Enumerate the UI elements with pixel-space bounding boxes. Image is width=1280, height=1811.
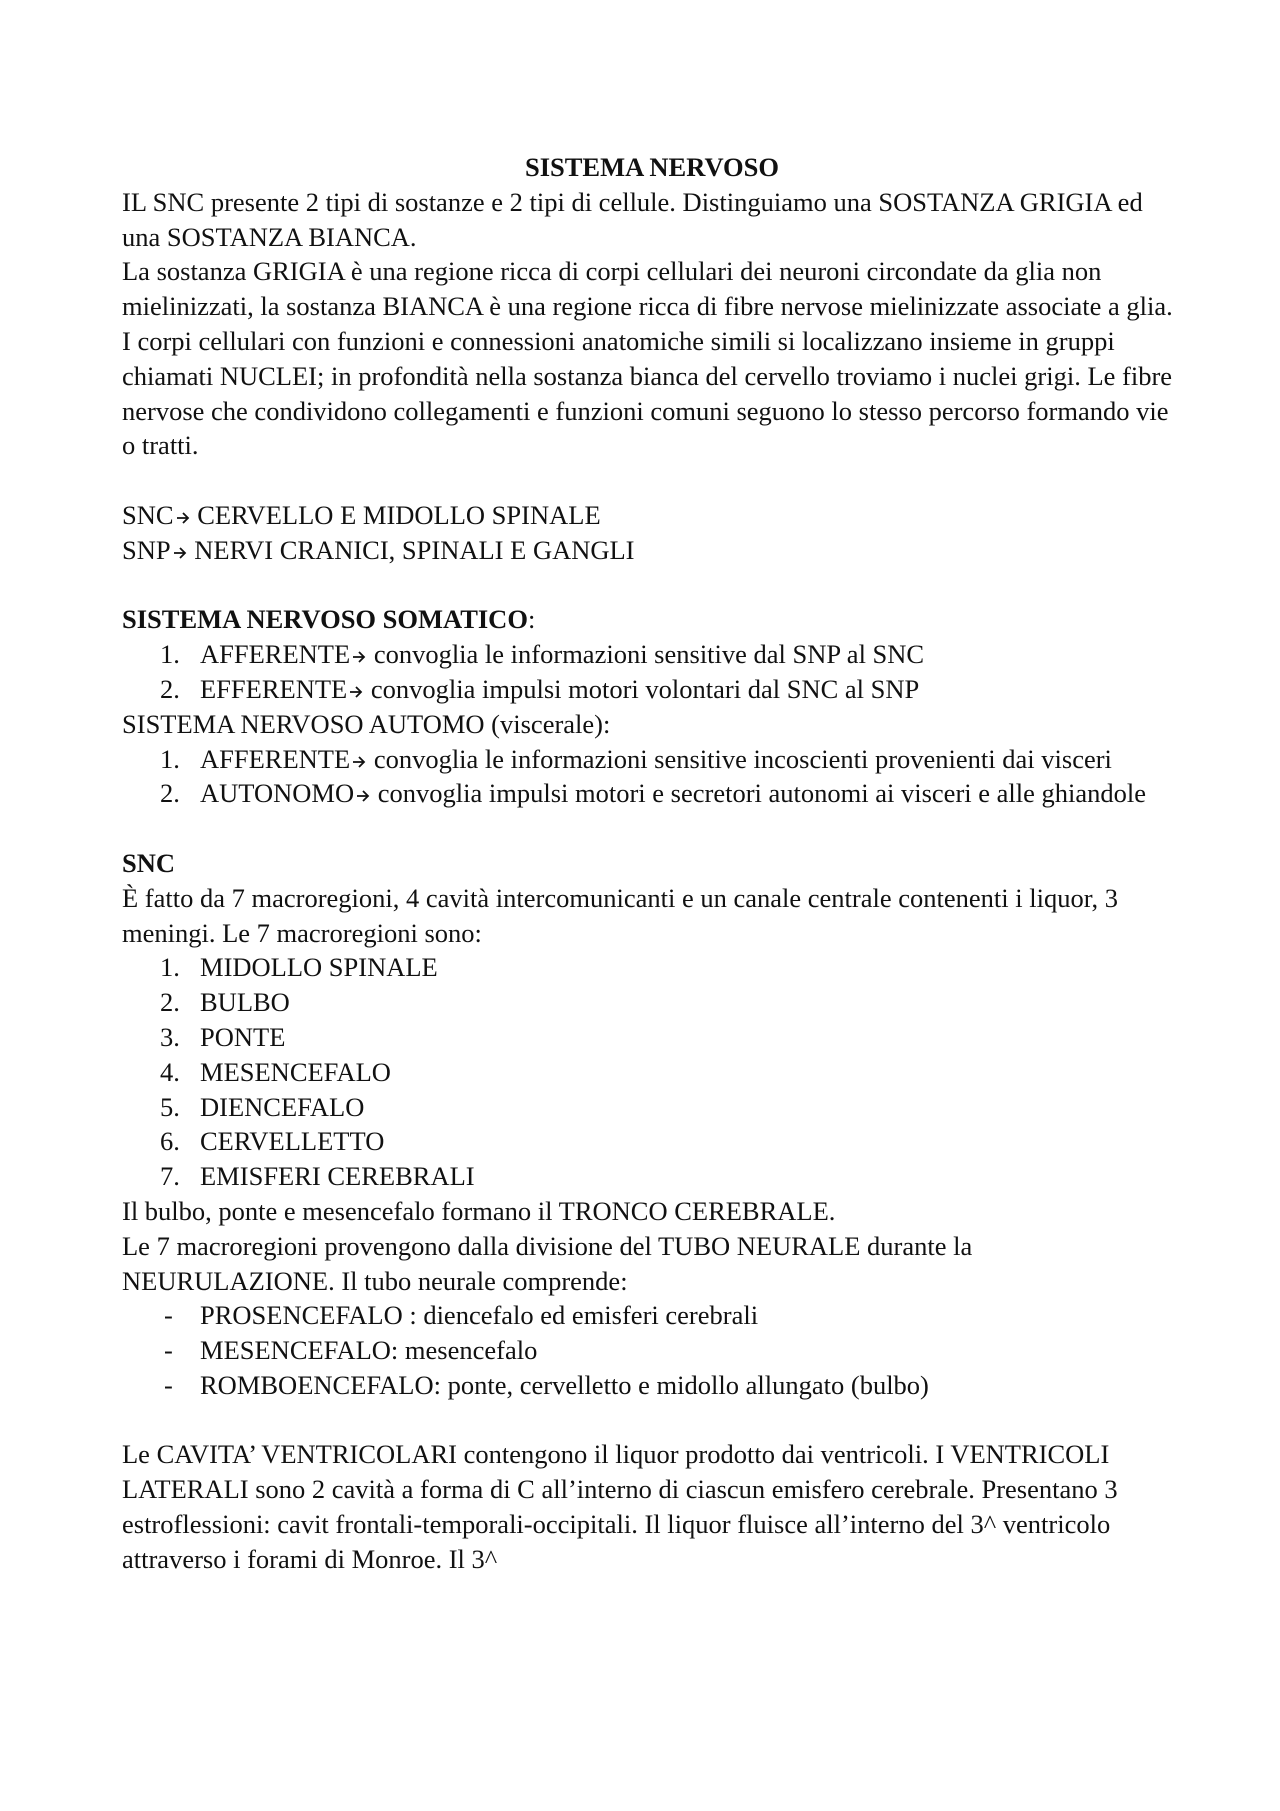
- neural-tube-list: [122, 1298, 1182, 1402]
- list-item: [122, 1124, 1182, 1159]
- list-item: [122, 1055, 1182, 1090]
- list-number: 4.: [160, 1056, 180, 1087]
- arrow-right-icon: [356, 789, 370, 803]
- list-item: [122, 950, 1182, 985]
- list-number: 2.: [160, 778, 180, 809]
- list-dash: -: [164, 1369, 173, 1400]
- somatic-heading-text: SISTEMA NERVOSO SOMATICO: [122, 604, 528, 635]
- intro-paragraph: La sostanza GRIGIA è una regione ricca di corpi cellulari dei neuroni circondate da glia non mielinizzati, la sostanza BIANCA è una regione ricca di fibre nervose mielinizzate associate a glia.: [122, 256, 1173, 322]
- trunk-paragraph: Il bulbo, ponte e mesencefalo formano il TRONCO CEREBRALE.: [122, 1195, 836, 1226]
- list-text: EMISFERI CEREBRALI: [200, 1161, 475, 1192]
- list-term: AFFERENTE: [200, 639, 351, 670]
- list-number: 7.: [160, 1161, 180, 1192]
- list-text: CERVELLETTO: [200, 1126, 385, 1157]
- list-item: [122, 1159, 1182, 1194]
- list-item: [122, 1368, 1182, 1403]
- list-item: [122, 1090, 1182, 1125]
- list-text: MESENCEFALO: mesencefalo: [200, 1335, 538, 1366]
- intro-paragraph: IL SNC presente 2 tipi di sostanze e 2 tipi di cellule. Distinguiamo una SOSTANZA GRIGIA ed una SOSTANZA BIANCA.: [122, 186, 1143, 252]
- arrow-right-icon: [349, 685, 363, 699]
- blank-line: [122, 1403, 1182, 1438]
- list-number: 2.: [160, 987, 180, 1018]
- list-term: AFFERENTE: [200, 743, 351, 774]
- list-term: EFFERENTE: [200, 673, 348, 704]
- autonomic-list: [122, 742, 1182, 812]
- neural-tube-paragraph: Le 7 macroregioni provengono dalla divisione del TUBO NEURALE durante la NEURULAZIONE. Il tubo neurale comprende:: [122, 1230, 973, 1296]
- list-number: 3.: [160, 1021, 180, 1052]
- list-number: 2.: [160, 673, 180, 704]
- division-term: SNC: [122, 499, 174, 530]
- division-line-snc: [122, 498, 1182, 533]
- list-text: BULBO: [200, 987, 290, 1018]
- ventricles-paragraph: Le CAVITA’ VENTRICOLARI contengono il liquor prodotto dai ventricoli. I VENTRICOLI LATERALI sono 2 cavità a forma di C all’interno di ciascun emisfero cerebrale. Presentano 3 estroflessioni: cavit frontali-temporali-occipitali. Il liquor fluisce all’interno del 3^ ventricolo attraverso i forami di Monroe. Il 3^: [122, 1439, 1118, 1574]
- blank-line: [122, 463, 1182, 498]
- list-dash: -: [164, 1335, 173, 1366]
- list-term: AUTONOMO: [200, 778, 355, 809]
- regions-list: [122, 950, 1182, 1194]
- list-number: 6.: [160, 1126, 180, 1157]
- somatic-heading: [122, 602, 1182, 637]
- list-text: convoglia impulsi motori volontari dal SNC al SNP: [364, 673, 920, 704]
- blank-line: [122, 568, 1182, 603]
- division-text: NERVI CRANICI, SPINALI E GANGLI: [187, 534, 635, 565]
- division-term: SNP: [122, 534, 171, 565]
- list-text: MESENCEFALO: [200, 1056, 391, 1087]
- list-item: [122, 1298, 1182, 1333]
- list-item: [122, 672, 1182, 707]
- list-text: convoglia le informazioni sensitive incoscienti provenienti dai visceri: [367, 743, 1112, 774]
- autonomic-heading: SISTEMA NERVOSO AUTOMO (viscerale):: [122, 708, 611, 739]
- list-item: [122, 742, 1182, 777]
- list-text: ROMBOENCEFALO: ponte, cervelletto e midollo allungato (bulbo): [200, 1369, 929, 1400]
- list-text: convoglia impulsi motori e secretori autonomi ai visceri e alle ghiandole: [371, 778, 1147, 809]
- list-item: [122, 637, 1182, 672]
- list-number: 5.: [160, 1091, 180, 1122]
- arrow-right-icon: [352, 650, 366, 664]
- list-text: PROSENCEFALO : diencefalo ed emisferi cerebrali: [200, 1300, 759, 1331]
- list-text: PONTE: [200, 1021, 286, 1052]
- document-title: SISTEMA NERVOSO: [524, 152, 780, 182]
- snc-description: È fatto da 7 macroregioni, 4 cavità intercomunicanti e un canale centrale contenenti i liquor, 3 meningi. Le 7 macroregioni sono:: [122, 882, 1118, 948]
- blank-line: [122, 811, 1182, 846]
- list-text: DIENCEFALO: [200, 1091, 365, 1122]
- list-item: [122, 1020, 1182, 1055]
- somatic-list: [122, 637, 1182, 707]
- list-dash: -: [164, 1300, 173, 1331]
- list-text: MIDOLLO SPINALE: [200, 952, 438, 983]
- list-text: convoglia le informazioni sensitive dal SNP al SNC: [367, 639, 925, 670]
- somatic-heading-colon: :: [527, 604, 536, 635]
- arrow-right-icon: [176, 511, 190, 525]
- document-page: [122, 150, 1182, 1577]
- arrow-right-icon: [352, 755, 366, 769]
- list-item: [122, 776, 1182, 811]
- arrow-right-icon: [173, 546, 187, 560]
- snc-heading: SNC: [122, 847, 176, 878]
- intro-paragraph: I corpi cellulari con funzioni e connessioni anatomiche simili si localizzano insieme in gruppi chiamati NUCLEI; in profondità nella sostanza bianca del cervello troviamo i nuclei grigi. Le fibre nervose che condividono collegamenti e funzioni comuni seguono lo stesso percorso formando vie o tratti.: [122, 325, 1173, 461]
- list-item: [122, 1333, 1182, 1368]
- list-item: [122, 985, 1182, 1020]
- division-text: CERVELLO E MIDOLLO SPINALE: [190, 499, 601, 530]
- list-number: 1.: [160, 952, 180, 983]
- list-number: 1.: [160, 639, 180, 670]
- list-number: 1.: [160, 743, 180, 774]
- division-line-snp: [122, 533, 1182, 568]
